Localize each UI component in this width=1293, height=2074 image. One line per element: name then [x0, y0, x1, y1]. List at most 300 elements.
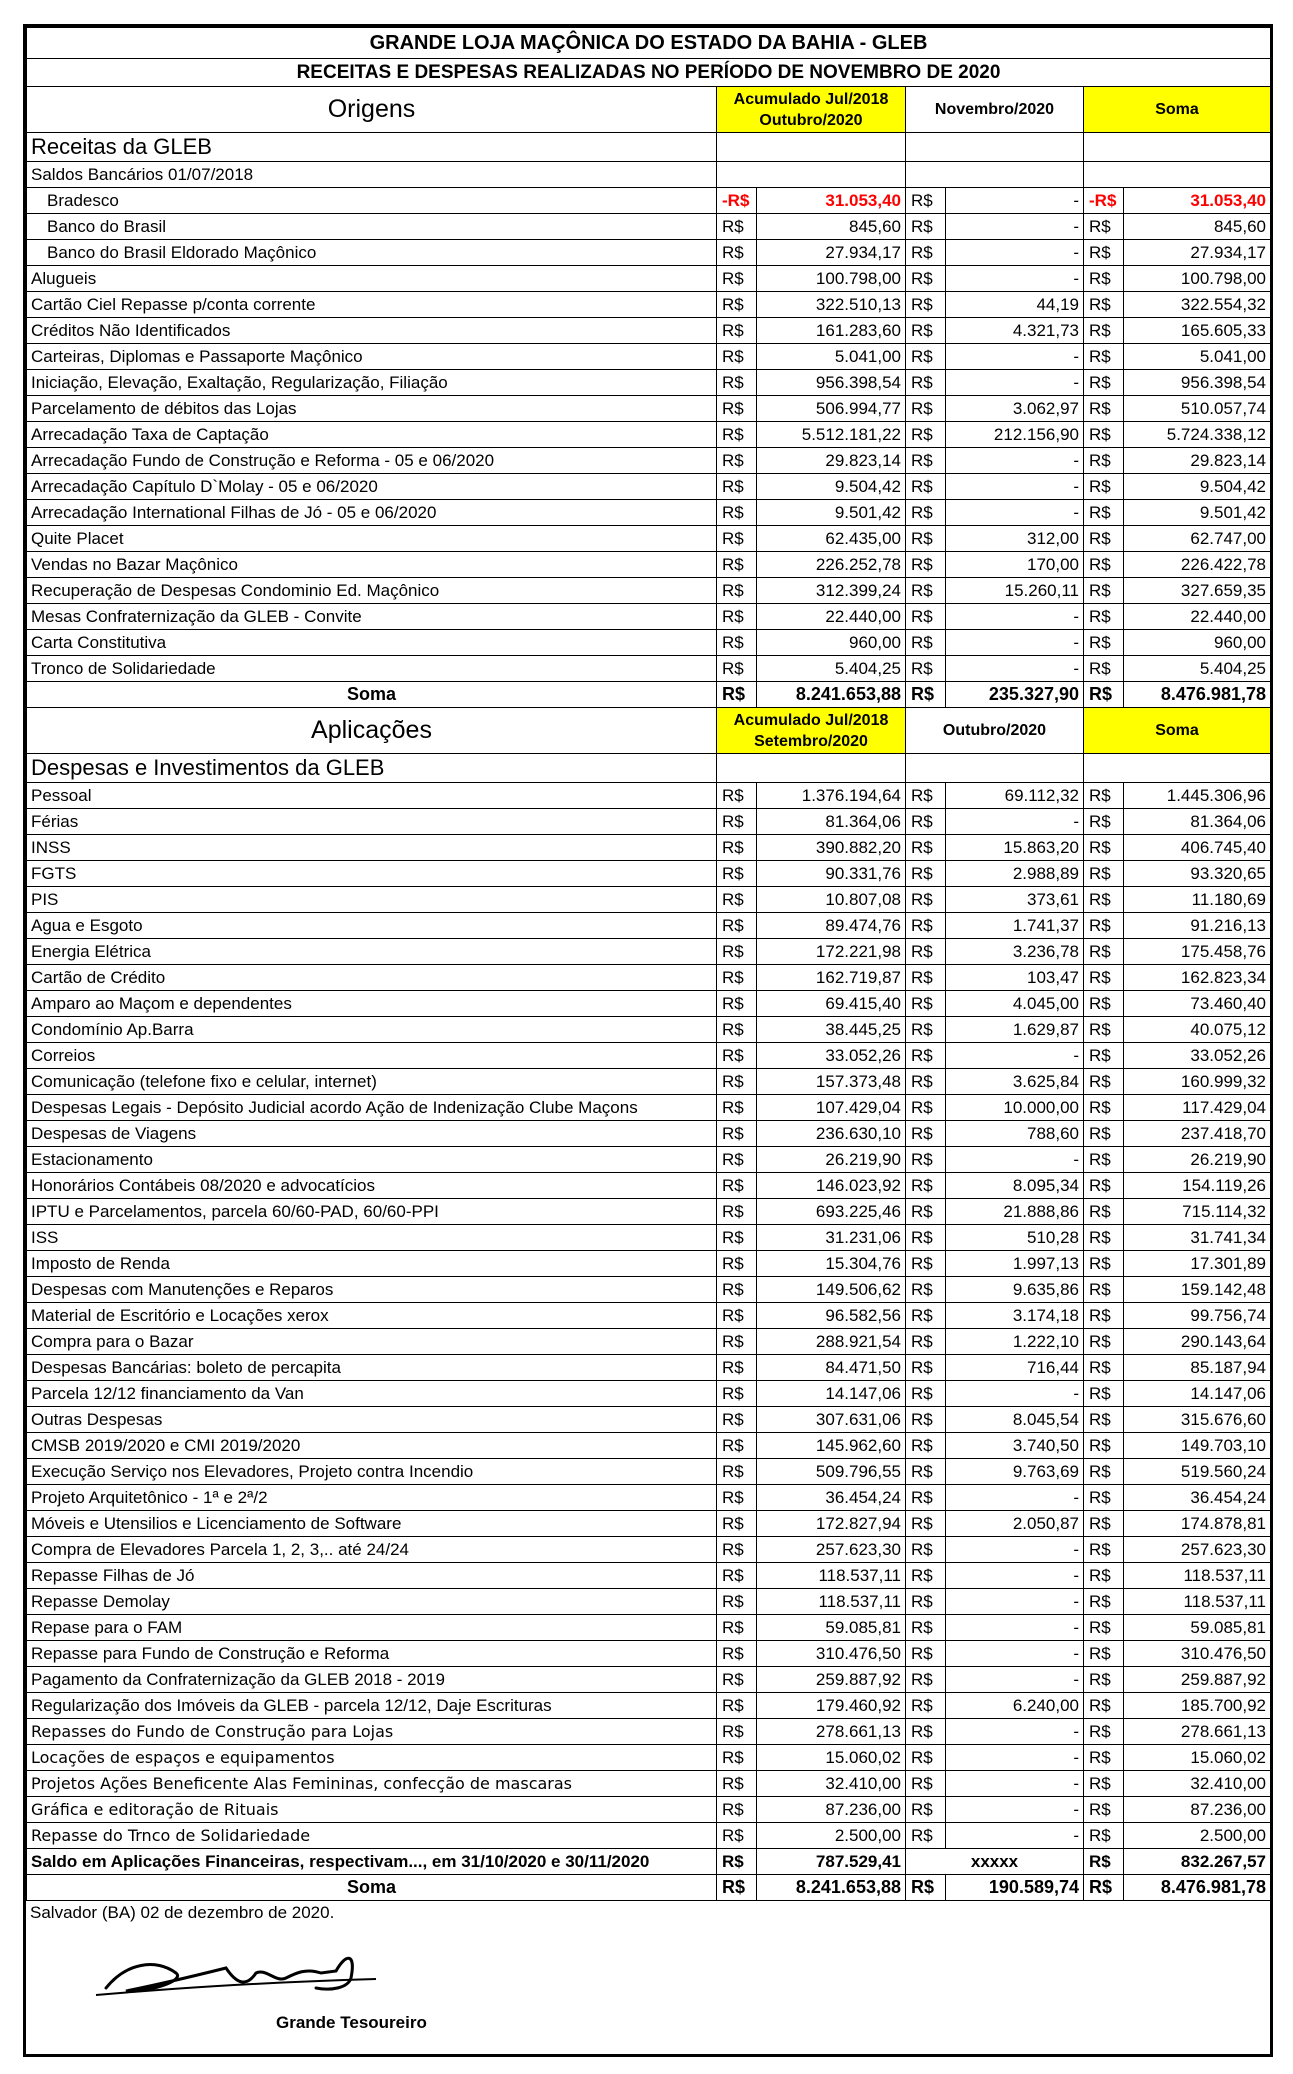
value-cell: 257.623,30 [1124, 1537, 1271, 1563]
currency-cell: R$ [906, 1069, 946, 1095]
currency-cell: R$ [1084, 1199, 1124, 1225]
value-cell: 87.236,00 [1124, 1797, 1271, 1823]
value-cell: 33.052,26 [1124, 1043, 1271, 1069]
value-cell: 3.740,50 [946, 1433, 1084, 1459]
currency-cell: R$ [906, 526, 946, 552]
currency-cell: R$ [1084, 1849, 1124, 1875]
currency-cell: R$ [717, 1069, 757, 1095]
table-row [27, 1225, 1271, 1251]
currency-cell: R$ [906, 861, 946, 887]
currency-cell: R$ [717, 1017, 757, 1043]
currency-cell: R$ [1084, 656, 1124, 682]
currency-cell: R$ [1084, 1277, 1124, 1303]
currency-cell: R$ [906, 1329, 946, 1355]
currency-cell: R$ [906, 809, 946, 835]
currency-cell: R$ [717, 448, 757, 474]
row-label: Pessoal [27, 783, 717, 809]
value-cell: 90.331,76 [757, 861, 906, 887]
row-label: Locações de espaços e equipamentos [27, 1745, 717, 1771]
row-label: Despesas Bancárias: boleto de percapita [27, 1355, 717, 1381]
empty-cell [906, 162, 1084, 188]
value-cell: 8.095,34 [946, 1173, 1084, 1199]
table-row [27, 214, 1271, 240]
value-cell: 5.512.181,22 [757, 422, 906, 448]
value-cell: 788,60 [946, 1121, 1084, 1147]
value-cell: 175.458,76 [1124, 939, 1271, 965]
currency-cell: R$ [1084, 1251, 1124, 1277]
currency-cell: R$ [906, 1563, 946, 1589]
value-cell: 960,00 [757, 630, 906, 656]
value-cell: xxxxx [906, 1849, 1084, 1875]
value-cell: 38.445,25 [757, 1017, 906, 1043]
value-cell: - [946, 1589, 1084, 1615]
value-cell: 1.741,37 [946, 913, 1084, 939]
row-label: Material de Escritório e Locações xerox [27, 1303, 717, 1329]
currency-cell: R$ [717, 783, 757, 809]
row-label: Projetos Ações Beneficente Alas Femininas, confecção de mascaras [27, 1771, 717, 1797]
row-label: Saldo em Aplicações Financeiras, respectivam..., em 31/10/2020 e 30/11/2020 [27, 1849, 717, 1875]
currency-cell: R$ [906, 1433, 946, 1459]
currency-cell: R$ [717, 913, 757, 939]
saldos-bancarios-row [27, 162, 1271, 188]
value-cell: - [946, 214, 1084, 240]
value-cell: 118.537,11 [1124, 1589, 1271, 1615]
value-cell: 154.119,26 [1124, 1173, 1271, 1199]
row-label: Recuperação de Despesas Condominio Ed. Maçônico [27, 578, 717, 604]
value-cell: 237.418,70 [1124, 1121, 1271, 1147]
value-cell: 509.796,55 [757, 1459, 906, 1485]
currency-cell: R$ [717, 1771, 757, 1797]
currency-cell: R$ [906, 604, 946, 630]
origens-label: Origens [27, 87, 717, 133]
value-cell: 100.798,00 [757, 266, 906, 292]
currency-cell: R$ [906, 939, 946, 965]
currency-cell: R$ [1084, 1381, 1124, 1407]
row-label: Alugueis [27, 266, 717, 292]
currency-cell: R$ [906, 1277, 946, 1303]
value-cell: 3.174,18 [946, 1303, 1084, 1329]
row-label: Repasse Filhas de Jó [27, 1563, 717, 1589]
value-cell: 310.476,50 [1124, 1641, 1271, 1667]
value-cell: 845,60 [1124, 214, 1271, 240]
table-row [27, 1303, 1271, 1329]
value-cell: 85.187,94 [1124, 1355, 1271, 1381]
value-cell: 8.241.653,88 [757, 682, 906, 708]
currency-cell: R$ [717, 1641, 757, 1667]
row-label: Créditos Não Identificados [27, 318, 717, 344]
currency-cell: R$ [906, 292, 946, 318]
value-cell: 2.988,89 [946, 861, 1084, 887]
currency-cell: R$ [906, 682, 946, 708]
aplicacoes-label: Aplicações [27, 708, 717, 754]
row-label: Execução Serviço nos Elevadores, Projeto contra Incendio [27, 1459, 717, 1485]
value-cell: - [946, 1615, 1084, 1641]
currency-cell: R$ [1084, 809, 1124, 835]
table-row [27, 1537, 1271, 1563]
value-cell: 100.798,00 [1124, 266, 1271, 292]
currency-cell: R$ [906, 783, 946, 809]
currency-cell: R$ [906, 1173, 946, 1199]
currency-cell: R$ [906, 1797, 946, 1823]
value-cell: 172.827,94 [757, 1511, 906, 1537]
currency-cell: R$ [1084, 965, 1124, 991]
value-cell: 10.000,00 [946, 1095, 1084, 1121]
currency-cell: R$ [717, 656, 757, 682]
currency-cell: -R$ [717, 188, 757, 214]
report-subtitle: RECEITAS E DESPESAS REALIZADAS NO PERÍODO DE NOVEMBRO DE 2020 [27, 59, 1271, 87]
currency-cell: R$ [906, 1589, 946, 1615]
currency-cell: R$ [717, 1303, 757, 1329]
value-cell: 8.241.653,88 [757, 1875, 906, 1901]
currency-cell: R$ [1084, 344, 1124, 370]
row-label: Energia Elétrica [27, 939, 717, 965]
currency-cell: R$ [717, 1537, 757, 1563]
currency-cell: R$ [717, 1667, 757, 1693]
value-cell: 145.962,60 [757, 1433, 906, 1459]
table-row [27, 1641, 1271, 1667]
row-label: Banco do Brasil [27, 214, 717, 240]
currency-cell: R$ [717, 422, 757, 448]
row-label: Repasse para Fundo de Construção e Reforma [27, 1641, 717, 1667]
value-cell: 87.236,00 [757, 1797, 906, 1823]
value-cell: 170,00 [946, 552, 1084, 578]
currency-cell: R$ [717, 474, 757, 500]
value-cell: 103,47 [946, 965, 1084, 991]
value-cell: 373,61 [946, 887, 1084, 913]
currency-cell: R$ [906, 318, 946, 344]
table-row [27, 1589, 1271, 1615]
value-cell: 27.934,17 [757, 240, 906, 266]
currency-cell: R$ [1084, 1875, 1124, 1901]
currency-cell: R$ [1084, 1459, 1124, 1485]
currency-cell: R$ [1084, 318, 1124, 344]
currency-cell: R$ [1084, 630, 1124, 656]
place-date: Salvador (BA) 02 de dezembro de 2020. [30, 1903, 335, 1922]
row-label: Estacionamento [27, 1147, 717, 1173]
table-row [27, 1719, 1271, 1745]
value-cell: 27.934,17 [1124, 240, 1271, 266]
value-cell: 226.422,78 [1124, 552, 1271, 578]
currency-cell: R$ [906, 630, 946, 656]
value-cell: 118.537,11 [757, 1589, 906, 1615]
value-cell: 288.921,54 [757, 1329, 906, 1355]
row-label: Gráfica e editoração de Rituais [27, 1797, 717, 1823]
currency-cell: R$ [1084, 1537, 1124, 1563]
table-row [27, 1251, 1271, 1277]
value-cell: 5.041,00 [1124, 344, 1271, 370]
table-row [27, 448, 1271, 474]
table-row [27, 783, 1271, 809]
currency-cell: R$ [1084, 1069, 1124, 1095]
row-label: Soma [27, 682, 717, 708]
value-cell: 31.053,40 [1124, 188, 1271, 214]
currency-cell: R$ [717, 1849, 757, 1875]
value-cell: 59.085,81 [757, 1615, 906, 1641]
row-label: IPTU e Parcelamentos, parcela 60/60-PAD, 60/60-PPI [27, 1199, 717, 1225]
row-label: Carta Constitutiva [27, 630, 717, 656]
currency-cell: R$ [906, 448, 946, 474]
value-cell: 69.415,40 [757, 991, 906, 1017]
currency-cell: R$ [906, 396, 946, 422]
value-cell: 96.582,56 [757, 1303, 906, 1329]
currency-cell: R$ [1084, 1719, 1124, 1745]
currency-cell: R$ [906, 188, 946, 214]
currency-cell: R$ [906, 240, 946, 266]
currency-cell: R$ [1084, 1173, 1124, 1199]
value-cell: 62.435,00 [757, 526, 906, 552]
table-row [27, 1667, 1271, 1693]
currency-cell: R$ [906, 1719, 946, 1745]
table-row [27, 939, 1271, 965]
value-cell: 290.143,64 [1124, 1329, 1271, 1355]
table-row [27, 965, 1271, 991]
row-label: Agua e Esgoto [27, 913, 717, 939]
value-cell: 845,60 [757, 214, 906, 240]
row-label: Imposto de Renda [27, 1251, 717, 1277]
currency-cell: R$ [717, 1329, 757, 1355]
value-cell: 510.057,74 [1124, 396, 1271, 422]
row-label: Compra de Elevadores Parcela 1, 2, 3,.. até 24/24 [27, 1537, 717, 1563]
value-cell: - [946, 266, 1084, 292]
row-label: Quite Placet [27, 526, 717, 552]
value-cell: 159.142,48 [1124, 1277, 1271, 1303]
currency-cell: R$ [717, 1875, 757, 1901]
row-label: Mesas Confraternização da GLEB - Convite [27, 604, 717, 630]
value-cell: 716,44 [946, 1355, 1084, 1381]
value-cell: 322.510,13 [757, 292, 906, 318]
value-cell: 69.112,32 [946, 783, 1084, 809]
currency-cell: R$ [906, 578, 946, 604]
value-cell: 259.887,92 [1124, 1667, 1271, 1693]
table-row [27, 1485, 1271, 1511]
table-row [27, 1199, 1271, 1225]
row-label: PIS [27, 887, 717, 913]
table-row [27, 396, 1271, 422]
value-cell: 6.240,00 [946, 1693, 1084, 1719]
value-cell: - [946, 370, 1084, 396]
table-row [27, 500, 1271, 526]
value-cell: - [946, 1745, 1084, 1771]
row-label: Repasse do Trnco de Solidariedade [27, 1823, 717, 1849]
currency-cell: R$ [1084, 1693, 1124, 1719]
currency-cell: R$ [717, 1485, 757, 1511]
table-row [27, 1849, 1271, 1875]
value-cell: 31.741,34 [1124, 1225, 1271, 1251]
row-label: Honorários Contábeis 08/2020 e advocatícios [27, 1173, 717, 1199]
value-cell: 81.364,06 [757, 809, 906, 835]
value-cell: 185.700,92 [1124, 1693, 1271, 1719]
value-cell: - [946, 500, 1084, 526]
currency-cell: R$ [717, 1251, 757, 1277]
currency-cell: R$ [1084, 500, 1124, 526]
value-cell: 22.440,00 [1124, 604, 1271, 630]
currency-cell: R$ [1084, 1589, 1124, 1615]
table-row [27, 1771, 1271, 1797]
value-cell: 8.476.981,78 [1124, 1875, 1271, 1901]
value-cell: 4.321,73 [946, 318, 1084, 344]
value-cell: - [946, 1537, 1084, 1563]
currency-cell: R$ [906, 1745, 946, 1771]
currency-cell: R$ [1084, 1745, 1124, 1771]
row-label: Correios [27, 1043, 717, 1069]
currency-cell: R$ [717, 1147, 757, 1173]
row-label: Amparo ao Maçom e dependentes [27, 991, 717, 1017]
value-cell: 1.445.306,96 [1124, 783, 1271, 809]
value-cell: 5.404,25 [757, 656, 906, 682]
empty-cell [717, 162, 906, 188]
table-row [27, 266, 1271, 292]
currency-cell: R$ [1084, 1407, 1124, 1433]
value-cell: 506.994,77 [757, 396, 906, 422]
currency-cell: R$ [1084, 578, 1124, 604]
currency-cell: R$ [717, 1797, 757, 1823]
row-label: Arrecadação Fundo de Construção e Reforma - 05 e 06/2020 [27, 448, 717, 474]
currency-cell: R$ [717, 1043, 757, 1069]
value-cell: - [946, 604, 1084, 630]
row-label: Vendas no Bazar Maçônico [27, 552, 717, 578]
table-row [27, 1433, 1271, 1459]
value-cell: 81.364,06 [1124, 809, 1271, 835]
table-row [27, 1381, 1271, 1407]
value-cell: - [946, 188, 1084, 214]
value-cell: 519.560,24 [1124, 1459, 1271, 1485]
currency-cell: R$ [906, 422, 946, 448]
value-cell: 172.221,98 [757, 939, 906, 965]
currency-cell: R$ [906, 1615, 946, 1641]
value-cell: 278.661,13 [1124, 1719, 1271, 1745]
empty-cell [906, 133, 1084, 162]
row-label: Carteiras, Diplomas e Passaporte Maçônico [27, 344, 717, 370]
value-cell: 165.605,33 [1124, 318, 1271, 344]
value-cell: 149.703,10 [1124, 1433, 1271, 1459]
row-label: Iniciação, Elevação, Exaltação, Regularização, Filiação [27, 370, 717, 396]
table-row [27, 526, 1271, 552]
row-label: Banco do Brasil Eldorado Maçônico [27, 240, 717, 266]
currency-cell: R$ [717, 991, 757, 1017]
currency-cell: R$ [717, 1095, 757, 1121]
value-cell: 117.429,04 [1124, 1095, 1271, 1121]
value-cell: - [946, 1667, 1084, 1693]
currency-cell: R$ [906, 1537, 946, 1563]
currency-cell: R$ [1084, 913, 1124, 939]
value-cell: 390.882,20 [757, 835, 906, 861]
value-cell: 118.537,11 [757, 1563, 906, 1589]
row-label: Parcelamento de débitos das Lojas [27, 396, 717, 422]
row-label: Comunicação (telefone fixo e celular, internet) [27, 1069, 717, 1095]
currency-cell: R$ [717, 809, 757, 835]
currency-cell: R$ [1084, 266, 1124, 292]
currency-cell: R$ [1084, 1615, 1124, 1641]
value-cell: - [946, 1147, 1084, 1173]
table-row [27, 1043, 1271, 1069]
value-cell: 5.724.338,12 [1124, 422, 1271, 448]
value-cell: - [946, 448, 1084, 474]
table-row [27, 552, 1271, 578]
value-cell: 22.440,00 [757, 604, 906, 630]
value-cell: 235.327,90 [946, 682, 1084, 708]
value-cell: 40.075,12 [1124, 1017, 1271, 1043]
value-cell: 257.623,30 [757, 1537, 906, 1563]
value-cell: 15.260,11 [946, 578, 1084, 604]
currency-cell: R$ [717, 552, 757, 578]
currency-cell: R$ [717, 1823, 757, 1849]
table-row [27, 1459, 1271, 1485]
value-cell: - [946, 240, 1084, 266]
value-cell: 161.283,60 [757, 318, 906, 344]
value-cell: 9.504,42 [757, 474, 906, 500]
currency-cell: R$ [717, 887, 757, 913]
value-cell: 107.429,04 [757, 1095, 906, 1121]
origens-header-row [27, 87, 1271, 133]
row-label: Repase para o FAM [27, 1615, 717, 1641]
row-label: Repasses do Fundo de Construção para Lojas [27, 1719, 717, 1745]
currency-cell: R$ [906, 913, 946, 939]
value-cell: 149.506,62 [757, 1277, 906, 1303]
currency-cell: R$ [906, 1875, 946, 1901]
empty-cell [1084, 162, 1271, 188]
currency-cell: R$ [717, 1459, 757, 1485]
table-row [27, 578, 1271, 604]
currency-cell: R$ [717, 835, 757, 861]
currency-cell: R$ [906, 1355, 946, 1381]
value-cell: 32.410,00 [757, 1771, 906, 1797]
value-cell: 84.471,50 [757, 1355, 906, 1381]
row-label: Tronco de Solidariedade [27, 656, 717, 682]
row-label: Despesas de Viagens [27, 1121, 717, 1147]
currency-cell: R$ [906, 1199, 946, 1225]
value-cell: - [946, 344, 1084, 370]
currency-cell: R$ [717, 682, 757, 708]
currency-cell: R$ [717, 344, 757, 370]
value-cell: 190.589,74 [946, 1875, 1084, 1901]
currency-cell: R$ [1084, 682, 1124, 708]
value-cell: 278.661,13 [757, 1719, 906, 1745]
row-label: Parcela 12/12 financiamento da Van [27, 1381, 717, 1407]
row-label: Repasse Demolay [27, 1589, 717, 1615]
value-cell: - [946, 1641, 1084, 1667]
currency-cell: R$ [1084, 1485, 1124, 1511]
currency-cell: R$ [906, 1017, 946, 1043]
value-cell: 59.085,81 [1124, 1615, 1271, 1641]
currency-cell: R$ [717, 240, 757, 266]
value-cell: - [946, 656, 1084, 682]
value-cell: - [946, 1381, 1084, 1407]
currency-cell: R$ [1084, 1303, 1124, 1329]
footer [26, 1903, 1270, 2035]
currency-cell: R$ [1084, 448, 1124, 474]
currency-cell: R$ [717, 1173, 757, 1199]
value-cell: 36.454,24 [757, 1485, 906, 1511]
currency-cell: R$ [1084, 552, 1124, 578]
table-row [27, 1563, 1271, 1589]
receitas-section-title: Receitas da GLEB [27, 133, 717, 162]
empty-cell [717, 133, 906, 162]
currency-cell: R$ [1084, 1121, 1124, 1147]
currency-cell: R$ [1084, 1563, 1124, 1589]
currency-cell: R$ [906, 370, 946, 396]
currency-cell: R$ [717, 604, 757, 630]
currency-cell: R$ [1084, 991, 1124, 1017]
value-cell: 322.554,32 [1124, 292, 1271, 318]
financial-report [23, 24, 1273, 2057]
value-cell: 259.887,92 [757, 1667, 906, 1693]
value-cell: 1.376.194,64 [757, 783, 906, 809]
table-row [27, 656, 1271, 682]
empty-cell [906, 754, 1084, 783]
currency-cell: R$ [717, 1563, 757, 1589]
value-cell: 33.052,26 [757, 1043, 906, 1069]
value-cell: 956.398,54 [757, 370, 906, 396]
